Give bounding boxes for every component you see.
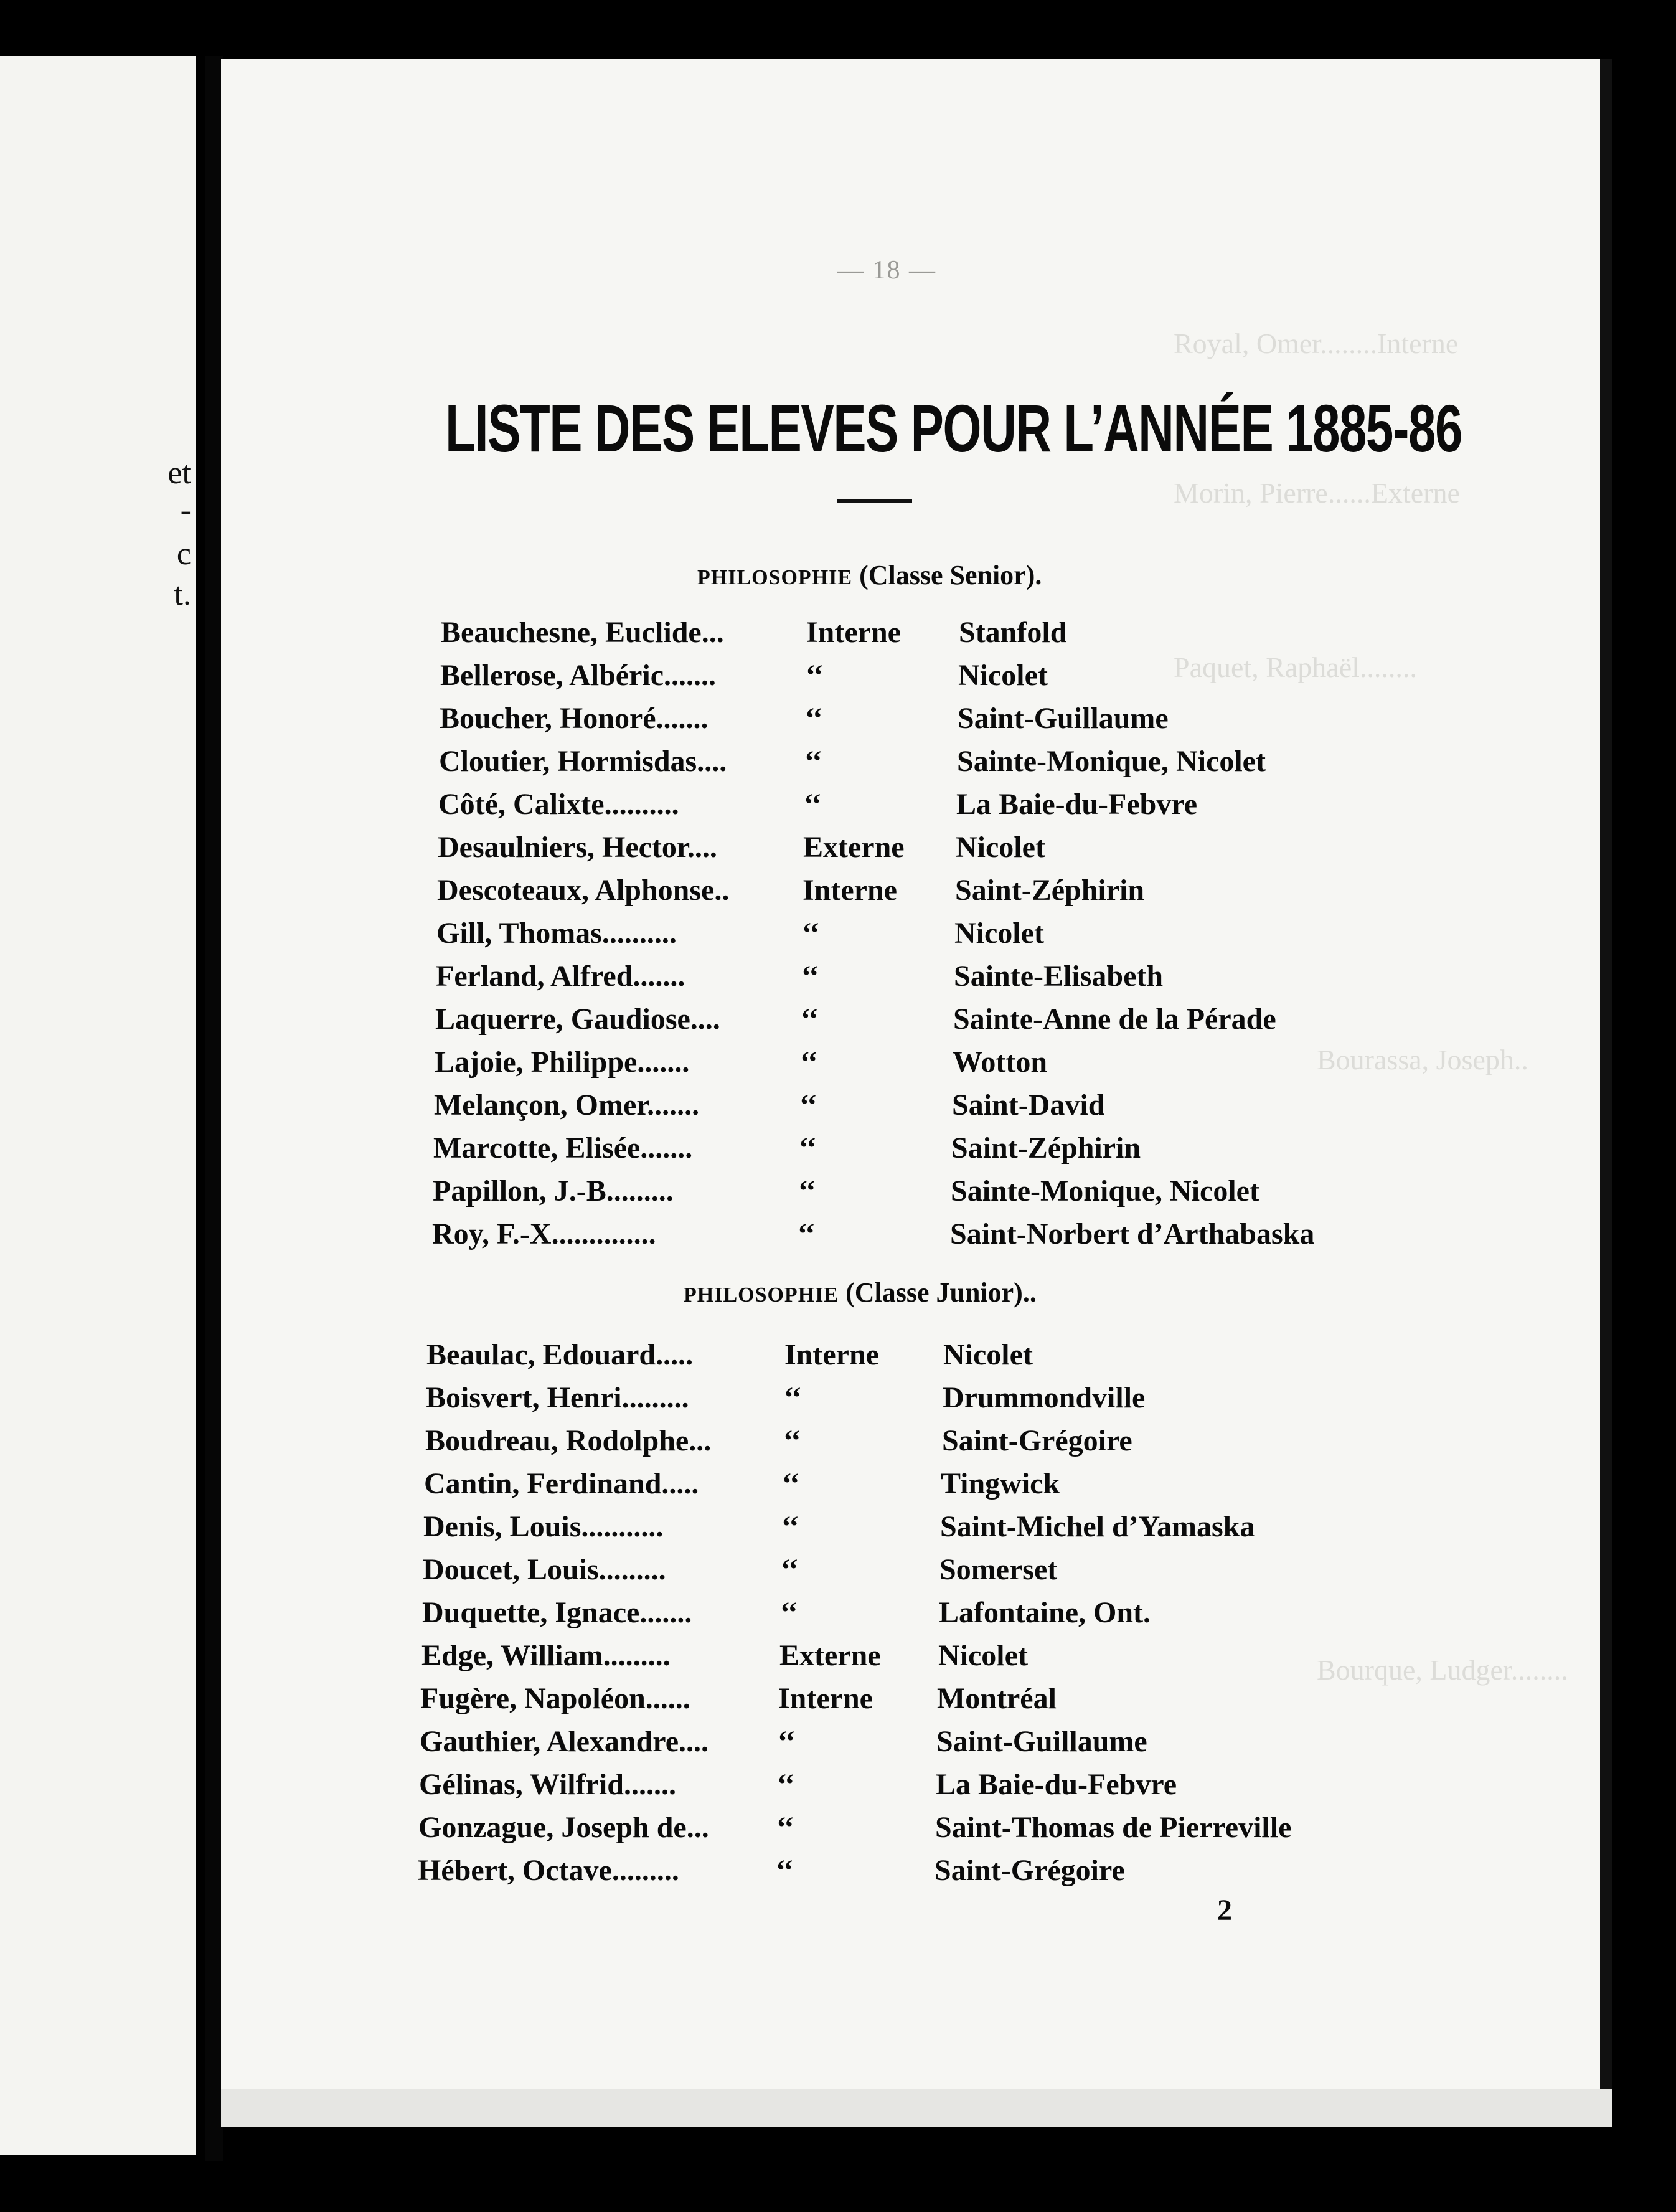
student-row: [434, 1088, 1368, 1125]
student-name: Gonzague, Joseph de...: [418, 1811, 709, 1844]
student-status: ‘‘: [778, 1725, 796, 1758]
page-bottom-gutter: [221, 2089, 1612, 2127]
bleed-through-text: Bourque, Ludger........: [1317, 1654, 1568, 1686]
student-hometown: Nicolet: [956, 831, 1045, 864]
student-hometown: Saint-Guillaume: [936, 1725, 1147, 1758]
student-name: Papillon, J.-B.........: [433, 1175, 674, 1208]
student-status: ‘‘: [784, 1381, 802, 1414]
student-row: [418, 1810, 1352, 1848]
student-row: [436, 959, 1370, 996]
student-status: Interne: [803, 874, 897, 907]
student-name: Laquerre, Gaudiose....: [435, 1003, 720, 1036]
student-hometown: Saint-Zéphirin: [951, 1132, 1141, 1165]
student-name: Cloutier, Hormisdas....: [439, 745, 727, 778]
student-row: [419, 1767, 1353, 1805]
student-row: [422, 1595, 1356, 1633]
student-status: ‘‘: [798, 1175, 816, 1208]
student-name: Denis, Louis...........: [423, 1510, 664, 1543]
student-hometown: Nicolet: [958, 659, 1048, 692]
student-row: [421, 1638, 1355, 1676]
student-name: Bellerose, Albéric.......: [440, 659, 717, 692]
bleed-through-text: Paquet, Raphaël........: [1174, 651, 1417, 683]
student-name: Boudreau, Rodolphe...: [425, 1424, 712, 1457]
student-status: ‘‘: [781, 1553, 799, 1586]
student-hometown: Wotton: [953, 1046, 1048, 1079]
bleed-through-text: Bourassa, Joseph..: [1317, 1044, 1528, 1075]
student-row: [435, 1002, 1369, 1039]
student-status: ‘‘: [801, 1003, 819, 1036]
student-row: [420, 1681, 1354, 1719]
student-status: ‘‘: [800, 1046, 818, 1079]
student-name: Ferland, Alfred.......: [436, 960, 685, 993]
student-row: [432, 1217, 1366, 1254]
section-heading-suffix: (Classe Junior)..: [845, 1277, 1037, 1308]
student-hometown: Saint-Norbert d’Arthabaska: [950, 1217, 1315, 1250]
student-row: [435, 1045, 1368, 1082]
student-name: Gill, Thomas..........: [436, 917, 677, 950]
student-name: Cantin, Ferdinand.....: [424, 1467, 699, 1500]
student-status: ‘‘: [804, 745, 822, 778]
student-name: Marcotte, Elisée.......: [433, 1132, 693, 1165]
student-hometown: Sainte-Monique, Nicolet: [957, 745, 1266, 778]
page-number: — 18 —: [837, 256, 936, 285]
student-hometown: Montréal: [937, 1682, 1057, 1715]
student-hometown: Saint-David: [952, 1089, 1105, 1122]
student-status: ‘‘: [783, 1424, 801, 1457]
student-row: [433, 1174, 1367, 1211]
student-hometown: Stanfold: [959, 616, 1067, 649]
student-status: Interne: [784, 1338, 879, 1371]
page-binding-edge: [205, 56, 223, 2161]
bleed-through-text: Royal, Omer........Interne: [1174, 328, 1459, 359]
student-name: Gélinas, Wilfrid.......: [419, 1768, 676, 1801]
student-hometown: Saint-Grégoire: [935, 1854, 1125, 1887]
student-row: [437, 873, 1371, 910]
student-hometown: Saint-Michel d’Yamaska: [940, 1510, 1255, 1543]
student-name: Melançon, Omer.......: [434, 1089, 700, 1122]
student-row: [433, 1131, 1367, 1168]
student-name: Fugère, Napoléon......: [420, 1682, 690, 1715]
student-name: Côté, Calixte..........: [438, 788, 679, 821]
student-row: [440, 701, 1373, 739]
facing-page-fragment: t.: [174, 577, 191, 612]
student-hometown: Somerset: [939, 1553, 1058, 1586]
facing-page-sliver: [0, 56, 196, 2155]
student-row: [438, 830, 1372, 867]
facing-page-fragment: c: [176, 536, 191, 572]
student-hometown: Nicolet: [938, 1639, 1028, 1672]
facing-page-fragment: et: [167, 455, 191, 491]
student-status: ‘‘: [799, 1089, 817, 1122]
title-rule: [837, 499, 912, 503]
student-name: Doucet, Louis.........: [423, 1553, 666, 1586]
student-name: Descoteaux, Alphonse..: [437, 874, 730, 907]
student-hometown: Drummondville: [943, 1381, 1146, 1414]
student-row: [424, 1467, 1358, 1504]
student-hometown: Nicolet: [943, 1338, 1033, 1371]
section-heading-suffix: (Classe Senior).: [859, 560, 1042, 590]
student-status: ‘‘: [804, 788, 822, 821]
student-name: Desaulniers, Hector....: [438, 831, 717, 864]
section-heading-prefix: PHILOSOPHIE: [697, 566, 853, 589]
student-name: Boisvert, Henri.........: [426, 1381, 689, 1414]
student-row: [426, 1381, 1360, 1418]
student-status: Externe: [779, 1639, 881, 1672]
student-row: [439, 744, 1373, 782]
student-status: ‘‘: [776, 1811, 794, 1844]
student-hometown: La Baie-du-Febvre: [936, 1768, 1177, 1801]
student-status: Interne: [778, 1682, 873, 1715]
student-status: ‘‘: [781, 1510, 799, 1543]
student-hometown: Lafontaine, Ont.: [939, 1596, 1151, 1629]
student-hometown: Saint-Grégoire: [942, 1424, 1132, 1457]
student-hometown: Saint-Thomas de Pierreville: [935, 1811, 1292, 1844]
bleed-through-text: Morin, Pierre......Externe: [1174, 477, 1460, 509]
student-hometown: Sainte-Monique, Nicolet: [951, 1175, 1259, 1208]
student-status: ‘‘: [776, 1854, 794, 1887]
student-name: Edge, William.........: [421, 1639, 671, 1672]
student-row: [441, 615, 1375, 653]
student-status: ‘‘: [805, 702, 823, 735]
student-row: [423, 1510, 1357, 1547]
section-heading-senior: [697, 559, 1042, 591]
student-name: Boucher, Honoré.......: [440, 702, 709, 735]
student-name: Gauthier, Alexandre....: [420, 1725, 709, 1758]
student-name: Duquette, Ignace.......: [422, 1596, 692, 1629]
student-row: [436, 916, 1370, 953]
student-hometown: Nicolet: [954, 917, 1044, 950]
student-name: Beaulac, Edouard.....: [426, 1338, 694, 1371]
student-status: ‘‘: [798, 1217, 816, 1250]
student-hometown: Saint-Guillaume: [958, 702, 1169, 735]
student-status: ‘‘: [799, 1132, 817, 1165]
student-hometown: La Baie-du-Febvre: [956, 788, 1198, 821]
student-row: [425, 1424, 1359, 1461]
student-name: Hébert, Octave.........: [418, 1854, 679, 1887]
student-hometown: Tingwick: [941, 1467, 1060, 1500]
student-status: ‘‘: [802, 917, 820, 950]
student-row: [423, 1553, 1357, 1590]
student-name: Lajoie, Philippe.......: [435, 1046, 690, 1079]
facing-page-fragment: -: [180, 493, 191, 528]
student-status: ‘‘: [806, 659, 824, 692]
student-hometown: Saint-Zéphirin: [955, 874, 1145, 907]
student-hometown: Sainte-Anne de la Pérade: [953, 1003, 1276, 1036]
student-name: Beauchesne, Euclide...: [441, 616, 724, 649]
student-status: ‘‘: [777, 1768, 795, 1801]
student-status: ‘‘: [782, 1467, 800, 1500]
student-row: [440, 658, 1374, 696]
student-hometown: Sainte-Elisabeth: [954, 960, 1164, 993]
section-heading-prefix: PHILOSOPHIE: [684, 1283, 839, 1307]
student-status: Externe: [803, 831, 905, 864]
student-row: [420, 1724, 1354, 1762]
page-title: LISTE DES ELEVES POUR L’ANNÉE 1885-86: [445, 390, 1462, 466]
student-row: [426, 1338, 1360, 1375]
student-row: [438, 787, 1372, 825]
student-status: ‘‘: [780, 1596, 798, 1629]
student-row: [418, 1853, 1352, 1891]
student-status: ‘‘: [801, 960, 819, 993]
student-status: Interne: [806, 616, 901, 649]
section-heading-junior: [684, 1277, 1037, 1308]
student-name: Roy, F.-X..............: [432, 1217, 656, 1250]
signature-mark: 2: [1217, 1894, 1232, 1927]
